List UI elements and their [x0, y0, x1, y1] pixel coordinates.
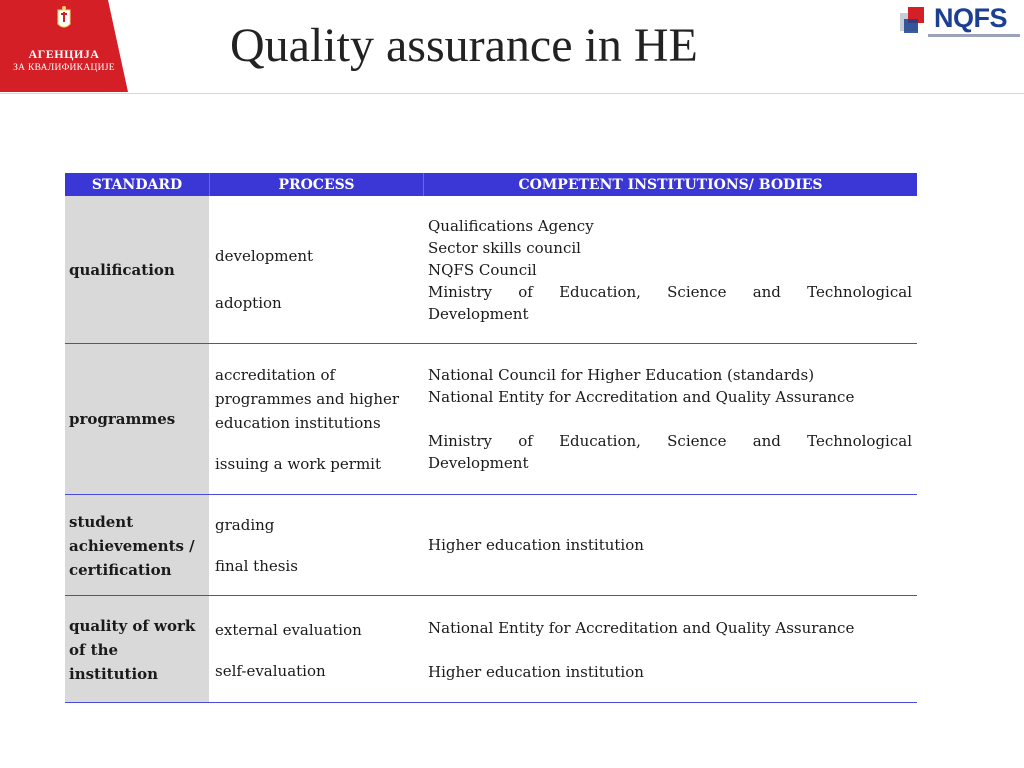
- standard-cell: [65, 196, 209, 343]
- standard-label: certification: [69, 561, 172, 579]
- standard-label: institution: [69, 665, 159, 683]
- process-cell: [209, 495, 422, 595]
- process-item: grading: [215, 516, 275, 534]
- process-item: issuing a work permit: [215, 455, 381, 473]
- institution-item: NQFS Council: [428, 261, 537, 279]
- institutions-cell: [422, 196, 917, 343]
- standard-label: programmes: [69, 410, 176, 428]
- page-title: Quality assurance in HE: [230, 19, 698, 72]
- institution-item: Development: [428, 454, 529, 472]
- institution-item: Development: [428, 305, 529, 323]
- standard-label: achievements /: [69, 537, 195, 555]
- institution-item: Qualifications Agency: [428, 217, 594, 235]
- agency-logo-shape: [0, 0, 128, 92]
- process-cell: [209, 196, 422, 343]
- institutions-cell: [422, 596, 917, 702]
- standard-cell: [65, 495, 209, 595]
- institution-item: Ministry of Education, Science and Technological: [428, 432, 912, 450]
- institution-item: National Entity for Accreditation and Quality Assurance: [428, 619, 855, 637]
- process-item: education institutions: [215, 414, 381, 432]
- header-divider: [0, 93, 1024, 94]
- process-item: programmes and higher: [215, 390, 400, 408]
- standard-cell: [65, 344, 209, 494]
- institution-item: Ministry of Education, Science and Technological: [428, 283, 912, 301]
- institutions-cell: [422, 344, 917, 494]
- table-row-qualification: [65, 196, 917, 344]
- institution-item: National Council for Higher Education (standards): [428, 366, 815, 384]
- process-item: adoption: [215, 294, 282, 312]
- process-item: self-evaluation: [215, 662, 326, 680]
- process-cell: [209, 344, 422, 494]
- process-item: development: [215, 247, 314, 265]
- process-item: external evaluation: [215, 621, 362, 639]
- process-item: accreditation of: [215, 366, 336, 384]
- institutions-cell: [422, 495, 917, 595]
- nqfs-logo-mark: [898, 3, 932, 41]
- standard-label: quality of work: [69, 617, 196, 635]
- institution-item: National Entity for Accreditation and Quality Assurance: [428, 388, 855, 406]
- institution-item: Sector skills council: [428, 239, 581, 257]
- standard-cell: [65, 596, 209, 702]
- header-standard: STANDARD: [65, 173, 210, 196]
- process-item: final thesis: [215, 557, 298, 575]
- standard-label: of the: [69, 641, 119, 659]
- quality-table: [65, 173, 917, 703]
- nqfs-logo-subline: [928, 34, 1020, 37]
- agency-name-line2: ЗА КВАЛИФИКАЦИЈЕ: [13, 63, 115, 73]
- standard-label: qualification: [69, 260, 175, 279]
- agency-name-line1: АГЕНЦИЈА: [28, 47, 100, 61]
- nqfs-logo: [898, 3, 1020, 41]
- institution-item: Higher education institution: [428, 536, 644, 554]
- table-row-student-achievements: [65, 495, 917, 596]
- table-row-programmes: [65, 344, 917, 495]
- table-row-quality-of-work: [65, 596, 917, 703]
- header-process: PROCESS: [210, 173, 424, 196]
- process-cell: [209, 596, 422, 702]
- header-institutions: COMPETENT INSTITUTIONS/ BODIES: [518, 176, 823, 193]
- nqfs-logo-text: NQFS: [934, 3, 1008, 33]
- table-header: [65, 173, 917, 196]
- institution-item: Higher education institution: [428, 663, 644, 681]
- agency-logo: [0, 0, 128, 92]
- standard-label: student: [69, 513, 134, 531]
